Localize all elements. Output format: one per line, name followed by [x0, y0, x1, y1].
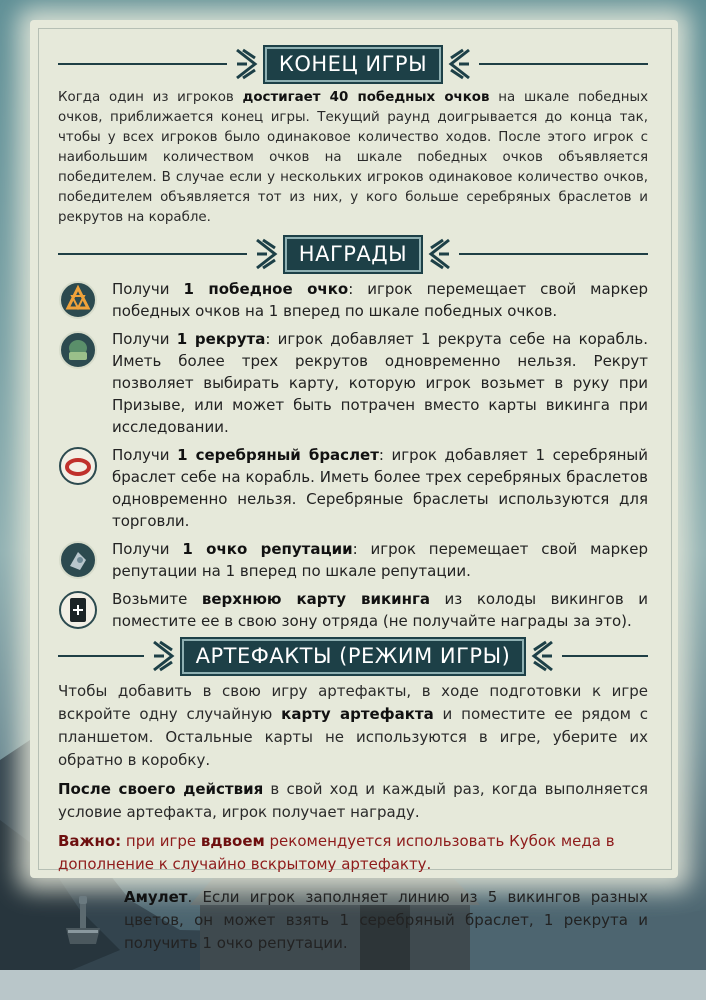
- artifact-amulet: Амулет. Если игрок заполняет линию из 5 викингов разных цветов, он может взять 1 серебряный браслет, 1 рекрута и получить 1 очко репутации.: [58, 886, 648, 955]
- reward-silver-bracelet: Получи 1 серебряный браслет: игрок добавляет 1 серебряный браслет себе на корабль. Иметь более трех серебряных браслетов одновременно нельзя. Серебряные браслеты используются для торговли.: [58, 444, 648, 532]
- rules-content: [58, 44, 648, 955]
- artifacts-setup-paragraph: Чтобы добавить в свою игру артефакты, в ходе подготовки к игре вскройте одну случайную карту артефакта и поместите ее рядом с планшетом. Остальные карты не используются в игре, уберите их обратно в коробку.: [58, 682, 648, 769]
- recruit-icon: [58, 330, 98, 370]
- section-title: НАГРАДЫ: [285, 237, 421, 272]
- silver-bracelet-icon: [58, 446, 98, 486]
- reward-recruit: Получи 1 рекрута: игрок добавляет 1 рекрута себе на корабль. Иметь более трех рекрутов одновременно нельзя. Рекрут позволяет выбирать карту, которую игрок возьмет в руку при Призыве, или может быть потрачен вместо карты викинга при исследовании.: [58, 328, 648, 438]
- reputation-icon: [58, 540, 98, 580]
- viking-card-icon: [58, 590, 98, 630]
- section-heading-end: [58, 44, 648, 84]
- hammer-amulet-icon: [58, 894, 108, 950]
- reward-reputation: Получи 1 очко репутации: игрок перемещает свой маркер репутации на 1 вперед по шкале репутации.: [58, 538, 648, 582]
- celtic-knot-right-icon: [530, 638, 556, 674]
- celtic-knot-left-icon: [253, 236, 279, 272]
- celtic-knot-right-icon: [447, 46, 473, 82]
- end-game-paragraph: Когда один из игроков достигает 40 победных очков на шкале победных очков, приближается конец игры. Текущий раунд доигрывается до конца так, чтобы у всех игроков было одинаковое количество ходов. После этого игрок с наибольшим количеством очков на шкале победных очков объявляется победителем. В случае если у нескольких игроков одинаковое количество очков, победителем объявляется тот из них, у кого больше серебряных браслетов и рекрутов на корабле.: [58, 90, 648, 225]
- celtic-knot-left-icon: [150, 638, 176, 674]
- important-note: Важно: при игре вдвоем рекомендуется использовать Кубок меда в дополнение к случайно вскрытому артефакту.: [58, 832, 615, 873]
- reward-victory-point: Получи 1 победное очко: игрок перемещает свой маркер победных очков на 1 вперед по шкале победных очков.: [58, 278, 648, 322]
- victory-point-icon: [58, 280, 98, 320]
- section-heading-rewards: [58, 234, 648, 274]
- artifacts-reward-paragraph: После своего действия в свой ход и каждый раз, когда выполняется условие артефакта, игрок получает награду.: [58, 780, 648, 821]
- celtic-knot-right-icon: [427, 236, 453, 272]
- celtic-knot-left-icon: [233, 46, 259, 82]
- section-title: АРТЕФАКТЫ (РЕЖИМ ИГРЫ): [182, 639, 525, 674]
- section-heading-artifacts: [58, 636, 648, 676]
- reward-viking-card: Возьмите верхнюю карту викинга из колоды викингов и поместите ее в свою зону отряда (не получайте награды за это).: [58, 588, 648, 632]
- section-title: КОНЕЦ ИГРЫ: [265, 47, 441, 82]
